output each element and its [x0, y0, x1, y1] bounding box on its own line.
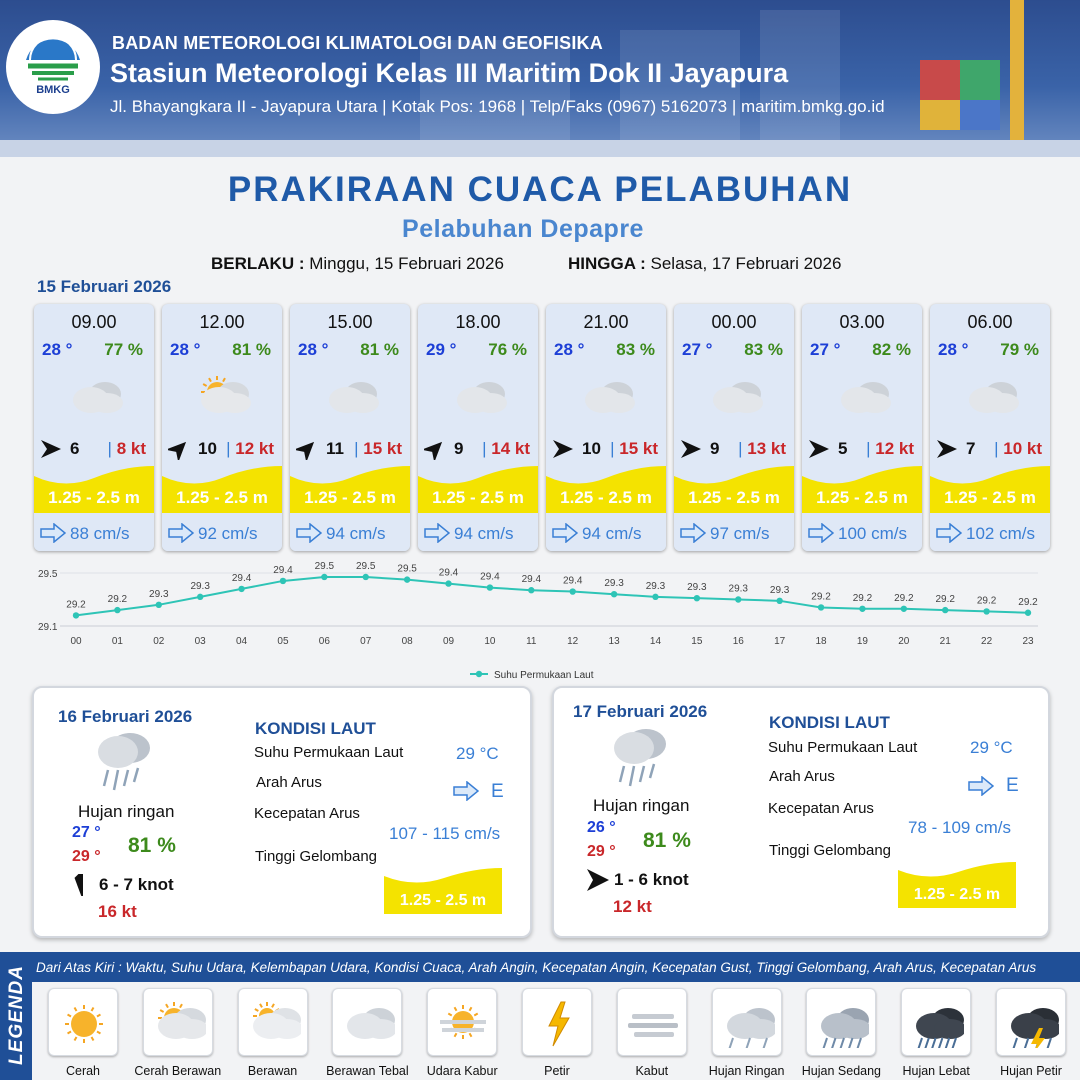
- wind-arrow-icon: [168, 438, 190, 460]
- udara-kabur-icon: [436, 998, 490, 1048]
- card-temperature: 27 °: [810, 340, 841, 359]
- wind-arrow-icon: [424, 438, 446, 460]
- chart-point: [1025, 610, 1031, 616]
- current-arrow-icon: [808, 523, 834, 543]
- legend-description: Dari Atas Kiri : Waktu, Suhu Udara, Kelembapan Udara, Kondisi Cuaca, Arah Angin, Kecepatan Angin, Kecepatan Gust, Tinggi Gelombang, Arah Arus, Kecepatan Arus: [36, 960, 1037, 975]
- legend-icon-box: [522, 988, 592, 1056]
- cerah-berawan-icon: [152, 998, 206, 1048]
- validity-to-value: Selasa, 17 Februari 2026: [650, 254, 842, 273]
- card-time: 18.00: [455, 312, 501, 332]
- card-time: 06.00: [967, 312, 1013, 332]
- berawan-tebal-icon: [446, 372, 510, 422]
- chart-point: [73, 612, 79, 618]
- chart-point: [611, 591, 617, 597]
- day3-humidity: 81 %: [643, 829, 691, 852]
- wind-arrow-icon: [936, 438, 958, 460]
- chart-data-label: 29.4: [438, 567, 459, 579]
- forecast-card: [418, 304, 538, 551]
- card-current: [34, 513, 154, 551]
- chart-point: [445, 580, 451, 586]
- legend-label: Berawan Tebal: [326, 1064, 409, 1078]
- hujan-petir-icon: [1005, 998, 1059, 1048]
- card-wave-height: 1.25 - 2.5 m: [176, 488, 268, 507]
- day2-current-speed-label: Kecepatan Arus: [254, 805, 360, 822]
- legend-icon-box: [143, 988, 213, 1056]
- card-gust-value: 8 kt: [116, 439, 146, 458]
- chart-x-tick: 17: [774, 636, 786, 647]
- card-current: [162, 513, 282, 551]
- legend-icon-box: [332, 988, 402, 1056]
- hujan-ringan-icon: [92, 728, 156, 794]
- day3-date: 17 Februari 2026: [573, 702, 708, 721]
- legend-icon-box: [617, 988, 687, 1056]
- chart-point: [694, 595, 700, 601]
- card-current-speed: 94 cm/s: [326, 524, 386, 543]
- day3-current-speed: 78 - 109 cm/s: [908, 818, 1011, 837]
- chart-data-label: 29.3: [190, 580, 210, 592]
- day3-panel: [552, 686, 1050, 938]
- chart-data-label: 29.2: [811, 591, 831, 603]
- day3-temp-min: 26 °: [587, 819, 616, 836]
- card-gust: | 12 kt: [866, 439, 914, 458]
- card-wave-height: 1.25 - 2.5 m: [304, 488, 396, 507]
- forecast-card: [802, 304, 922, 551]
- legend-icon-box: [901, 988, 971, 1056]
- validity-to-label: HINGGA :: [568, 254, 646, 273]
- chart-data-label: 29.3: [728, 583, 748, 595]
- day3-wind-speed: 1 - 6 knot: [614, 870, 689, 889]
- day3-wave: 1.25 - 2.5 m: [913, 886, 1001, 903]
- day2-condition: Hujan ringan: [78, 802, 175, 821]
- legend-label: Petir: [544, 1064, 570, 1078]
- card-current-speed: 97 cm/s: [710, 524, 770, 543]
- card-temperature: 28 °: [938, 340, 969, 359]
- wind-arrow-icon: [296, 438, 318, 460]
- chart-point: [528, 587, 534, 593]
- day2-humidity: 81 %: [128, 834, 176, 857]
- day3-current-dir: E: [1006, 775, 1019, 796]
- day2-sst-label: Suhu Permukaan Laut: [254, 744, 404, 761]
- day2-wind-speed: 6 - 7 knot: [99, 875, 174, 894]
- card-temperature: 27 °: [682, 340, 713, 359]
- berawan-tebal-icon: [318, 372, 382, 422]
- cerah-berawan-icon: [190, 372, 254, 422]
- day3-current-dir-label: Arah Arus: [769, 768, 835, 785]
- chart-data-label: 29.5: [356, 560, 376, 572]
- card-humidity: 76 %: [488, 340, 527, 359]
- card-temperature: 28 °: [298, 340, 329, 359]
- day2-wave: 1.25 - 2.5 m: [399, 892, 487, 909]
- wind-arrow-icon: [40, 438, 62, 460]
- card-current-speed: 94 cm/s: [454, 524, 514, 543]
- chart-point: [735, 596, 741, 602]
- chart-x-tick: 20: [898, 636, 910, 647]
- chart-point: [197, 594, 203, 600]
- forecast-card: [546, 304, 666, 551]
- chart-x-tick: 06: [318, 636, 330, 647]
- legend-side: [0, 952, 32, 1080]
- card-wave-height: 1.25 - 2.5 m: [944, 488, 1036, 507]
- chart-x-tick: 14: [649, 636, 662, 647]
- chart-x-tick: 21: [939, 636, 951, 647]
- chart-x-tick: 16: [732, 636, 744, 647]
- bmkg-logo: [6, 20, 100, 114]
- card-wave-height: 1.25 - 2.5 m: [48, 488, 140, 507]
- validity-from-value: Minggu, 15 Februari 2026: [309, 254, 504, 273]
- chart-data-label: 29.5: [314, 560, 335, 572]
- card-current-speed: 100 cm/s: [838, 524, 907, 543]
- legend-title: LEGENDA: [6, 965, 27, 1065]
- card-temperature: 28 °: [170, 340, 201, 359]
- day3-current-speed-label: Kecepatan Arus: [768, 800, 874, 817]
- card-wind-speed: 11: [326, 439, 344, 458]
- day3-wave-label: Tinggi Gelombang: [769, 842, 892, 859]
- card-current-speed: 94 cm/s: [582, 524, 642, 543]
- chart-x-tick: 13: [608, 636, 620, 647]
- bmkg-logo-icon: [6, 20, 100, 114]
- chart-legend-marker: [476, 671, 482, 677]
- card-wind-speed: 6: [70, 439, 80, 458]
- chart-point: [569, 588, 575, 594]
- card-gust: | 8 kt: [107, 439, 146, 458]
- day3-sea-heading: KONDISI LAUT: [769, 713, 890, 732]
- chart-data-label: 29.3: [645, 580, 666, 592]
- station-address: Jl. Bhayangkara II - Jayapura Utara | Kotak Pos: 1968 | Telp/Faks (0967) 5162073 | maritim.bmkg.go.id: [110, 97, 885, 116]
- header-banner: [0, 0, 1080, 157]
- chart-point: [321, 574, 327, 580]
- chart-data-label: 29.4: [480, 571, 500, 583]
- card-time: 00.00: [711, 312, 757, 332]
- chart-data-label: 29.4: [562, 575, 583, 587]
- day2-wind-arrow-icon: [72, 874, 94, 896]
- day3-sst: 29 °C: [970, 738, 1013, 757]
- chart-x-tick: 07: [360, 636, 372, 647]
- card-gust-value: 12 kt: [235, 439, 274, 458]
- current-arrow-icon: [40, 523, 66, 543]
- chart-data-label: 29.2: [66, 599, 86, 611]
- berawan-tebal-icon: [341, 998, 395, 1048]
- petir-icon: [531, 998, 585, 1048]
- chart-point: [363, 574, 369, 580]
- day2-gust: 16 kt: [98, 902, 137, 921]
- legend-label: Hujan Sedang: [801, 1064, 881, 1078]
- chart-point: [652, 594, 658, 600]
- legend-icon-box: [806, 988, 876, 1056]
- berawan-tebal-icon: [62, 372, 126, 422]
- card-humidity: 77 %: [104, 340, 143, 359]
- chart-point: [487, 584, 493, 590]
- chart-y-tick: 29.5: [38, 569, 58, 580]
- card-gust: | 13 kt: [738, 439, 786, 458]
- chart-x-tick: 09: [442, 636, 455, 647]
- chart-x-tick: 01: [111, 636, 123, 647]
- day1-date: 15 Februari 2026: [37, 277, 172, 296]
- card-time: 12.00: [199, 312, 245, 332]
- card-humidity: 79 %: [1000, 340, 1039, 359]
- card-gust-value: 14 kt: [491, 439, 530, 458]
- chart-x-tick: 12: [567, 636, 579, 647]
- hujan-lebat-icon: [910, 998, 964, 1048]
- card-time: 21.00: [583, 312, 629, 332]
- day2-current-arrow-icon: [453, 781, 479, 801]
- card-gust: | 15 kt: [354, 439, 402, 458]
- legend-label: Hujan Petir: [1000, 1064, 1062, 1078]
- card-humidity: 81 %: [232, 340, 271, 359]
- legend-label: Berawan: [247, 1064, 298, 1078]
- validity-from-label: BERLAKU :: [211, 254, 305, 273]
- card-current: [802, 513, 922, 551]
- card-gust-value: 10 kt: [1003, 439, 1042, 458]
- legend-label: Hujan Ringan: [708, 1064, 785, 1078]
- chart-x-tick: 04: [236, 636, 248, 647]
- chart-x-tick: 22: [981, 636, 993, 647]
- chart-point: [859, 606, 865, 612]
- chart-data-label: 29.2: [852, 592, 873, 604]
- chart-point: [983, 608, 989, 614]
- card-temperature: 28 °: [554, 340, 585, 359]
- validity-to: [568, 254, 841, 274]
- card-gust-value: 13 kt: [747, 439, 786, 458]
- day3-gust: 12 kt: [613, 897, 652, 916]
- chart-data-label: 29.2: [976, 595, 997, 607]
- chart-data-label: 29.2: [935, 594, 955, 606]
- day2-current-dir-label: Arah Arus: [256, 774, 322, 791]
- card-wave-height: 1.25 - 2.5 m: [688, 488, 780, 507]
- card-current: [546, 513, 666, 551]
- page-title: PRAKIRAAN CUACA PELABUHAN: [227, 170, 853, 209]
- card-gust: | 10 kt: [994, 439, 1042, 458]
- chart-data-label: 29.2: [107, 594, 128, 606]
- chart-data-label: 29.2: [1018, 596, 1038, 608]
- validity-from: [211, 254, 504, 274]
- legend-label: Hujan Lebat: [902, 1064, 970, 1078]
- chart-x-tick: 02: [153, 636, 165, 647]
- chart-x-tick: 03: [194, 636, 206, 647]
- berawan-tebal-icon: [830, 372, 894, 422]
- chart-x-tick: 10: [484, 636, 496, 647]
- card-humidity: 83 %: [616, 340, 655, 359]
- day2-temp-max: 29 °: [72, 848, 101, 865]
- chart-point: [114, 607, 120, 613]
- chart-series-line: [76, 577, 1028, 615]
- chart-point: [238, 586, 244, 592]
- card-temperature: 29 °: [426, 340, 457, 359]
- day3-wind-arrow-icon: [587, 869, 609, 891]
- card-gust-value: 12 kt: [875, 439, 914, 458]
- chart-x-tick: 15: [691, 636, 703, 647]
- card-time: 03.00: [839, 312, 885, 332]
- legend-icons: [32, 982, 1080, 1080]
- chart-x-tick: 00: [70, 636, 82, 647]
- wind-arrow-icon: [552, 438, 574, 460]
- chart-data-label: 29.3: [604, 578, 624, 590]
- chart-x-tick: 23: [1022, 636, 1034, 647]
- card-current: [930, 513, 1050, 551]
- card-wind-speed: 9: [710, 439, 720, 458]
- card-wind-speed: 10: [582, 439, 601, 458]
- day2-sst: 29 °C: [456, 744, 499, 763]
- day2-temp-min: 27 °: [72, 824, 101, 841]
- chart-y-tick: 29.1: [38, 622, 58, 633]
- chart-data-label: 29.5: [397, 563, 417, 575]
- chart-x-tick: 05: [277, 636, 289, 647]
- chart-x-tick: 18: [815, 636, 827, 647]
- card-humidity: 81 %: [360, 340, 399, 359]
- legend-icon-box: [48, 988, 118, 1056]
- card-gust: | 15 kt: [610, 439, 658, 458]
- berawan-tebal-icon: [574, 372, 638, 422]
- card-wind-speed: 7: [966, 439, 976, 458]
- card-wave-height: 1.25 - 2.5 m: [432, 488, 524, 507]
- hujan-ringan-icon: [721, 998, 775, 1048]
- card-humidity: 83 %: [744, 340, 783, 359]
- legend-icon-box: [427, 988, 497, 1056]
- chart-point: [156, 602, 162, 608]
- day3-condition: Hujan ringan: [593, 796, 690, 815]
- forecast-card: [930, 304, 1050, 551]
- sst-chart: [30, 560, 1050, 682]
- org-name: BADAN METEOROLOGI KLIMATOLOGI DAN GEOFISIKA: [112, 33, 603, 53]
- day2-date: 16 Februari 2026: [58, 707, 193, 726]
- chart-point: [942, 607, 948, 613]
- hujan-sedang-icon: [815, 998, 869, 1048]
- berawan-tebal-icon: [702, 372, 766, 422]
- card-wave-height: 1.25 - 2.5 m: [560, 488, 652, 507]
- card-gust: | 14 kt: [482, 439, 530, 458]
- card-gust-value: 15 kt: [619, 439, 658, 458]
- chart-data-label: 29.3: [769, 584, 790, 596]
- day2-sea-heading: KONDISI LAUT: [255, 719, 376, 738]
- day2-current-speed: 107 - 115 cm/s: [389, 824, 501, 843]
- day2-wave-label: Tinggi Gelombang: [255, 848, 378, 865]
- current-arrow-icon: [680, 523, 706, 543]
- card-current-speed: 92 cm/s: [198, 524, 258, 543]
- berawan-icon: [247, 998, 301, 1048]
- chart-data-label: 29.2: [894, 592, 914, 604]
- card-current-speed: 88 cm/s: [70, 524, 130, 543]
- day2-panel: [32, 686, 532, 938]
- current-arrow-icon: [552, 523, 578, 543]
- legend-icon-box: [996, 988, 1066, 1056]
- chart-point: [818, 604, 824, 610]
- berawan-tebal-icon: [958, 372, 1022, 422]
- card-current: [674, 513, 794, 551]
- chart-x-tick: 08: [401, 636, 413, 647]
- chart-point: [404, 576, 410, 582]
- card-current-speed: 102 cm/s: [966, 524, 1035, 543]
- current-arrow-icon: [296, 523, 322, 543]
- card-wave-height: 1.25 - 2.5 m: [816, 488, 908, 507]
- day3-sst-label: Suhu Permukaan Laut: [768, 739, 918, 756]
- forecast-card: [674, 304, 794, 551]
- card-time: 09.00: [71, 312, 117, 332]
- chart-legend-label: Suhu Permukaan Laut: [494, 670, 594, 681]
- forecast-card: [162, 304, 282, 551]
- cerah-icon: [57, 998, 111, 1048]
- card-time: 15.00: [327, 312, 373, 332]
- hujan-ringan-icon: [608, 724, 672, 790]
- legend: [0, 952, 1080, 1080]
- chart-data-label: 29.4: [231, 572, 252, 584]
- day3-current-arrow-icon: [968, 776, 994, 796]
- day3-temp-max: 29 °: [587, 843, 616, 860]
- card-current: [418, 513, 538, 551]
- chart-x-tick: 19: [856, 636, 868, 647]
- legend-icon-box: [238, 988, 308, 1056]
- current-arrow-icon: [168, 523, 194, 543]
- forecast-card: [34, 304, 154, 551]
- card-wind-speed: 5: [838, 439, 848, 458]
- card-wind-speed: 9: [454, 439, 464, 458]
- day2-current-dir: E: [491, 781, 504, 802]
- wind-arrow-icon: [808, 438, 830, 460]
- card-gust: | 12 kt: [226, 439, 274, 458]
- card-temperature: 28 °: [42, 340, 73, 359]
- chart-data-label: 29.4: [521, 574, 542, 586]
- logo-text: BMKG: [36, 84, 70, 96]
- chart-data-label: 29.3: [687, 582, 707, 594]
- legend-label: Cerah: [65, 1064, 101, 1078]
- page-subtitle: Pelabuhan Depapre: [402, 215, 644, 243]
- chart-point: [280, 578, 286, 584]
- chart-data-label: 29.3: [149, 588, 169, 600]
- forecast-card: [290, 304, 410, 551]
- station-name: Stasiun Meteorologi Kelas III Maritim Dok II Jayapura: [110, 58, 789, 88]
- card-current: [290, 513, 410, 551]
- current-arrow-icon: [936, 523, 962, 543]
- chart-point: [776, 598, 782, 604]
- card-humidity: 82 %: [872, 340, 911, 359]
- legend-label: Kabut: [635, 1064, 669, 1078]
- legend-label: Udara Kabur: [426, 1064, 498, 1078]
- chart-x-tick: 11: [526, 636, 537, 647]
- chart-data-label: 29.4: [273, 564, 293, 576]
- current-arrow-icon: [424, 523, 450, 543]
- card-wind-speed: 10: [198, 439, 217, 458]
- legend-label: Cerah Berawan: [134, 1064, 222, 1078]
- kabut-icon: [626, 998, 680, 1048]
- chart-point: [901, 606, 907, 612]
- card-gust-value: 15 kt: [363, 439, 402, 458]
- wind-arrow-icon: [680, 438, 702, 460]
- legend-icon-box: [712, 988, 782, 1056]
